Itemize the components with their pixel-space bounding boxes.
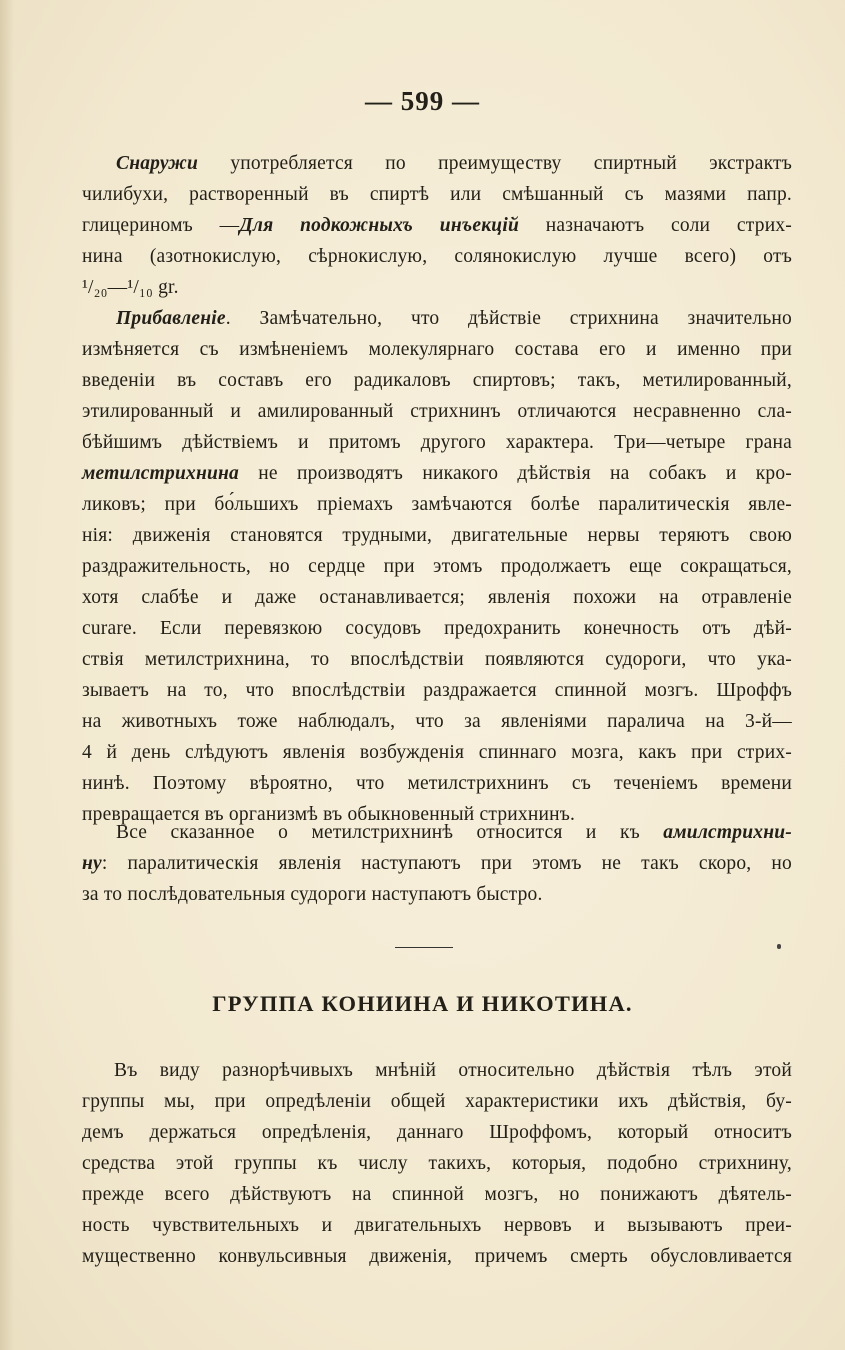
text-line: Прибавленіе. Замѣчательно, что дѣйствіе стрихнина значительно [116, 308, 792, 329]
text-line: Все сказанное о метилстрихнинѣ относится и къ амилстрихни- [116, 822, 792, 843]
section-heading: ГРУППА КОНИИНА И НИКОТИНА. [212, 991, 633, 1016]
text-line: ликовъ; при бо́льшихъ пріемахъ замѣчаются болѣе паралитическія явле- [82, 494, 792, 515]
text-line: введеніи въ составъ его радикаловъ спиртовъ; такъ, метилированный, [82, 370, 792, 391]
text-line: раздражительность, но сердце при этомъ продолжаетъ еще сокращаться, [82, 556, 792, 577]
text-line: этилированный и амилированный стрихнинъ отличаются несравненно сла- [82, 401, 792, 422]
text-line: измѣняется съ измѣненіемъ молекулярнаго состава его и именно при [82, 339, 792, 360]
text-line: curare. Если перевязкою сосудовъ предохранить конечность отъ дѣй- [82, 618, 792, 639]
text-line: бѣйшимъ дѣйствіемъ и притомъ другого характера. Три—четыре грана [82, 432, 792, 453]
text-line: группы мы, при опредѣленіи общей характеристики ихъ дѣйствія, бу- [82, 1091, 792, 1112]
text-line: глицериномъ —Для подкожныхъ инъекцій назначаютъ соли стрих- [82, 215, 792, 236]
text-line: Снаружи употребляется по преимуществу спиртный экстрактъ [116, 153, 792, 174]
page-edge-shadow [0, 0, 14, 1350]
text-line: прежде всего дѣйствуютъ на спинной мозгъ, но понижаютъ дѣятель- [82, 1184, 792, 1205]
text-line: нина (азотнокислую, сѣрнокислую, солянокислую лучше всего) отъ [82, 246, 792, 267]
text-line: ность чувствительныхъ и двигательныхъ нервовъ и вызываютъ преи- [82, 1215, 792, 1236]
paragraph-coniine-group [82, 1055, 792, 1272]
text-line: мущественно конвульсивныя движенія, причемъ смерть обусловливается [82, 1246, 792, 1267]
text-line: ну: паралитическія явленія наступаютъ при этомъ не такъ скоро, но [82, 853, 792, 874]
text-line: за то послѣдовательныя судороги наступаютъ быстро. [82, 884, 543, 905]
text-line: зываетъ на то, что впослѣдствіи раздражается спинной мозгъ. Шроффъ [82, 680, 792, 701]
section-divider [395, 947, 453, 948]
text-line: нинѣ. Поэтому вѣроятно, что метилстрихнинъ съ теченіемъ времени [82, 773, 792, 794]
text-line: ствія метилстрихнина, то впослѣдствіи появляются судороги, что ука- [82, 649, 792, 670]
text-line: демъ держаться опредѣленія, даннаго Шроффомъ, который относитъ [82, 1122, 792, 1143]
paragraph-external-use [82, 148, 792, 303]
text-line: 4 й день слѣдуютъ явленія возбужденія спиннаго мозга, какъ при стрих- [82, 742, 792, 763]
text-line: хотя слабѣе и даже останавливается; явленія похожи на отравленіе [82, 587, 792, 608]
text-line: Въ виду разнорѣчивыхъ мнѣній относительно дѣйствія тѣлъ этой [114, 1060, 792, 1081]
paragraph-amylstrychnine [82, 817, 792, 910]
dose-line: ¹/₂₀—¹/₁₀ gr. [82, 277, 179, 298]
page-number: — 599 — [365, 86, 480, 116]
text-line: средства этой группы къ числу такихъ, которыя, подобно стрихнину, [82, 1153, 792, 1174]
text-line: метилстрихнина не производятъ никакого дѣйствія на собакъ и кро- [82, 463, 792, 484]
text-line: нія: движенія становятся трудными, двигательные нервы теряютъ свою [82, 525, 792, 546]
print-speck [777, 944, 781, 949]
paragraph-addendum [82, 303, 792, 830]
text-line: на животныхъ тоже наблюдалъ, что за явленіями паралича на 3-й— [82, 711, 792, 732]
text-line: превращается въ организмѣ въ обыкновенный стрихнинъ. [82, 804, 576, 825]
text-line: чилибухи, растворенный въ спиртѣ или смѣшанный съ мазями папр. [82, 184, 792, 205]
